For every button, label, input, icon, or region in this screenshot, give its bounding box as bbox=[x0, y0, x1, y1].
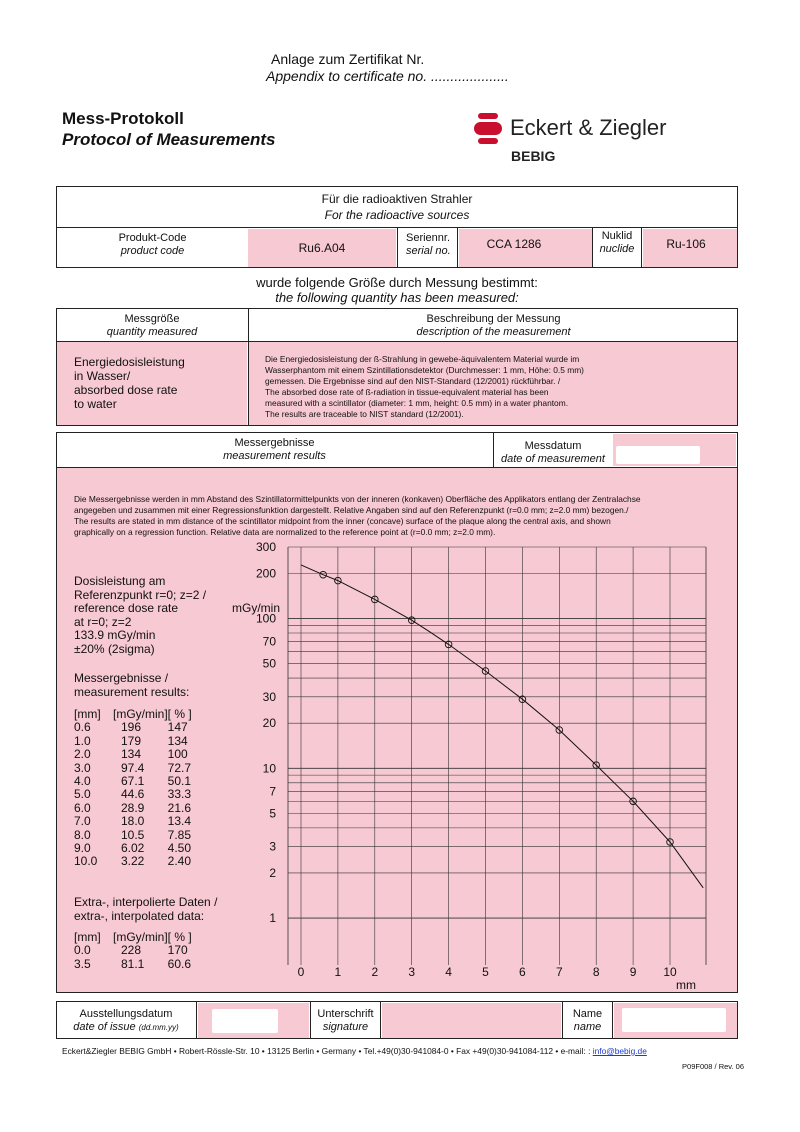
extra-heading: Extra-, interpolierte Daten / extra-, interpolated data: bbox=[74, 895, 218, 923]
x-tick-label: 4 bbox=[445, 965, 452, 979]
table-row: 10.0 3.22 2.40 bbox=[74, 854, 192, 869]
reference-dose-text: Dosisleistung am Referenzpunkt r=0; z=2 / reference dose rate at r=0; z=2 133.9 mGy/min ±20% (2sigma) bbox=[74, 574, 207, 656]
y-tick-label: 30 bbox=[262, 689, 276, 704]
issue-date-label-de: Ausstellungsdatum bbox=[79, 1008, 173, 1020]
quantity-intro-de: wurde folgende Größe durch Messung bestimmt: bbox=[256, 275, 538, 290]
nuclide-value: Ru-106 bbox=[666, 237, 706, 251]
email-link[interactable]: info@bebig.de bbox=[592, 1046, 647, 1056]
source-title-en: For the radioactive sources bbox=[324, 208, 470, 222]
measured-heading: Messergebnisse / measurement results: bbox=[74, 671, 190, 699]
nuclide-label-de: Nuklid bbox=[601, 230, 633, 242]
x-axis-label: mm bbox=[676, 978, 696, 992]
y-tick-label: 300 bbox=[255, 540, 276, 554]
y-tick-label: 3 bbox=[269, 839, 276, 854]
y-tick-label: 200 bbox=[255, 566, 276, 581]
serial-label-de: Seriennr. bbox=[406, 232, 451, 244]
results-title-de: Messergebnisse bbox=[234, 437, 315, 449]
product-code-value: Ru6.A04 bbox=[298, 241, 346, 255]
y-tick-label: 100 bbox=[255, 611, 276, 626]
date-label-en: date of measurement bbox=[501, 453, 605, 465]
quantity-intro-en: the following quantity has been measured: bbox=[275, 290, 519, 305]
y-tick-label: 50 bbox=[262, 656, 276, 671]
table-row: 5.0 44.6 33.3 bbox=[74, 787, 192, 802]
x-tick-label: 10 bbox=[663, 965, 677, 979]
date-label-de: Messdatum bbox=[524, 440, 582, 452]
y-tick-label: 20 bbox=[262, 716, 276, 731]
table-row: 0.0 228 170 bbox=[74, 943, 188, 958]
page-title-en: Protocol of Measurements bbox=[62, 130, 276, 149]
signature-label-en: signature bbox=[322, 1021, 369, 1033]
table-header-row: [mm] [mGy/min] [ % ] bbox=[74, 930, 192, 944]
product-code-label-de: Produkt-Code bbox=[118, 232, 187, 244]
x-tick-label: 7 bbox=[555, 965, 563, 979]
serial-label-en: serial no. bbox=[406, 245, 451, 257]
y-axis-label: mGy/min bbox=[232, 601, 280, 615]
x-tick-label: 5 bbox=[482, 965, 489, 979]
x-tick-label: 1 bbox=[334, 965, 342, 979]
x-tick-label: 0 bbox=[297, 965, 305, 979]
y-tick-label: 1 bbox=[269, 911, 276, 926]
table-row: 3.5 81.1 60.6 bbox=[74, 956, 192, 971]
description-col-label-en: description of the measurement bbox=[416, 326, 571, 338]
x-tick-label: 6 bbox=[519, 965, 526, 979]
form-id: P09F008 / Rev. 06 bbox=[682, 1062, 744, 1071]
quantity-measured-text: Energiedosisleistung in Wasser/ absorbed dose rate to water bbox=[74, 355, 185, 411]
regression-curve bbox=[301, 565, 703, 888]
table-header-row: [mm] [mGy/min] [ % ] bbox=[74, 707, 192, 721]
table-row: 3.0 97.4 72.7 bbox=[74, 760, 192, 775]
table-row: 6.0 28.9 21.6 bbox=[74, 800, 192, 815]
table-row: 8.0 10.5 7.85 bbox=[74, 827, 192, 842]
description-text: Die Energiedosisleistung der ß-Strahlung in gewebe-äquivalentem Material wurde im Wasserphantom mit einem Szintillationsdetektor (Durchmesser: 1 mm, Höhe: 0.5 mm) gemessen. Die Ergebnisse sind auf den NIST-Standard (12/2001) rückführbar. / The absorbed dose rate of ß-radiation in tissue-equivalent material has been measured with a scintillator (diameter: 1 mm, height: 0.5 mm) in a water phantom. The results are traceable to NIST standard (12/2001). bbox=[265, 354, 584, 419]
x-tick-label: 2 bbox=[371, 965, 379, 979]
results-intro-text: Die Messergebnisse werden in mm Abstand des Szintillatormittelpunkts von der inneren (konkaven) Oberfläche des Applikators entlang der Zentralachse angegeben und zusammen mit einer Regressionsfunktion dargestellt. Relative Angaben sind auf den Referenzpunkt (r=0.0 mm; z=2.0 mm) bezogen./ The results are stated in mm distance of the scintillator midpoint from the inner (concave) surface of the plaque along the central axis, and shown graphically on a regression function. Relative data are normalized to the reference point at (r=0.0 mm; z=2.0 mm). bbox=[74, 494, 641, 537]
table-row: 7.0 18.0 13.4 bbox=[74, 814, 192, 829]
y-tick-label: 70 bbox=[262, 634, 276, 649]
table-row: 0.6 196 147 bbox=[74, 720, 188, 735]
company-address: Eckert&Ziegler BEBIG GmbH • Robert-Rössle-Str. 10 • 13125 Berlin • Germany • Tel.+49(0)30-941084-0 • Fax +49(0)30-941084-112 • e-mail: : info@bebig.de bbox=[62, 1046, 647, 1056]
name-label-de: Name bbox=[572, 1008, 603, 1020]
table-row: 9.0 6.02 4.50 bbox=[74, 841, 192, 856]
y-tick-label: 2 bbox=[269, 865, 276, 880]
table-row: 1.0 179 134 bbox=[74, 733, 188, 748]
x-tick-label: 9 bbox=[629, 965, 637, 979]
issue-date-redacted bbox=[212, 1009, 278, 1033]
y-tick-label: 5 bbox=[269, 806, 276, 821]
quantity-col-label-en: quantity measured bbox=[106, 326, 198, 338]
annex-title-en: Appendix to certificate no. .................... bbox=[266, 68, 509, 84]
description-col-label-de: Beschreibung der Messung bbox=[426, 313, 561, 325]
source-title-de: Für die radioaktiven Strahler bbox=[321, 192, 473, 206]
y-tick-label: 7 bbox=[269, 784, 276, 799]
nuclide-label-en: nuclide bbox=[599, 243, 635, 255]
results-title-en: measurement results bbox=[223, 450, 326, 462]
y-tick-label: 10 bbox=[262, 761, 276, 776]
product-code-label-en: product code bbox=[120, 245, 185, 257]
serial-value: CCA 1286 bbox=[486, 237, 542, 251]
annex-title-de: Anlage zum Zertifikat Nr. bbox=[271, 51, 425, 67]
x-tick-label: 8 bbox=[592, 965, 600, 979]
name-label-en: name bbox=[573, 1021, 602, 1033]
page-title-de: Mess-Protokoll bbox=[62, 109, 184, 128]
quantity-col-label-de: Messgröße bbox=[124, 313, 180, 325]
table-row: 2.0 134 100 bbox=[74, 747, 188, 762]
logo-sub: BEBIG bbox=[511, 148, 556, 164]
x-tick-label: 3 bbox=[408, 965, 416, 979]
logo-name: Eckert & Ziegler bbox=[510, 115, 667, 140]
table-row: 4.0 67.1 50.1 bbox=[74, 774, 192, 789]
signature-label-de: Unterschrift bbox=[317, 1008, 374, 1020]
issue-date-label-en: date of issue (dd.mm.yy) bbox=[73, 1021, 179, 1033]
name-redacted bbox=[622, 1008, 726, 1032]
